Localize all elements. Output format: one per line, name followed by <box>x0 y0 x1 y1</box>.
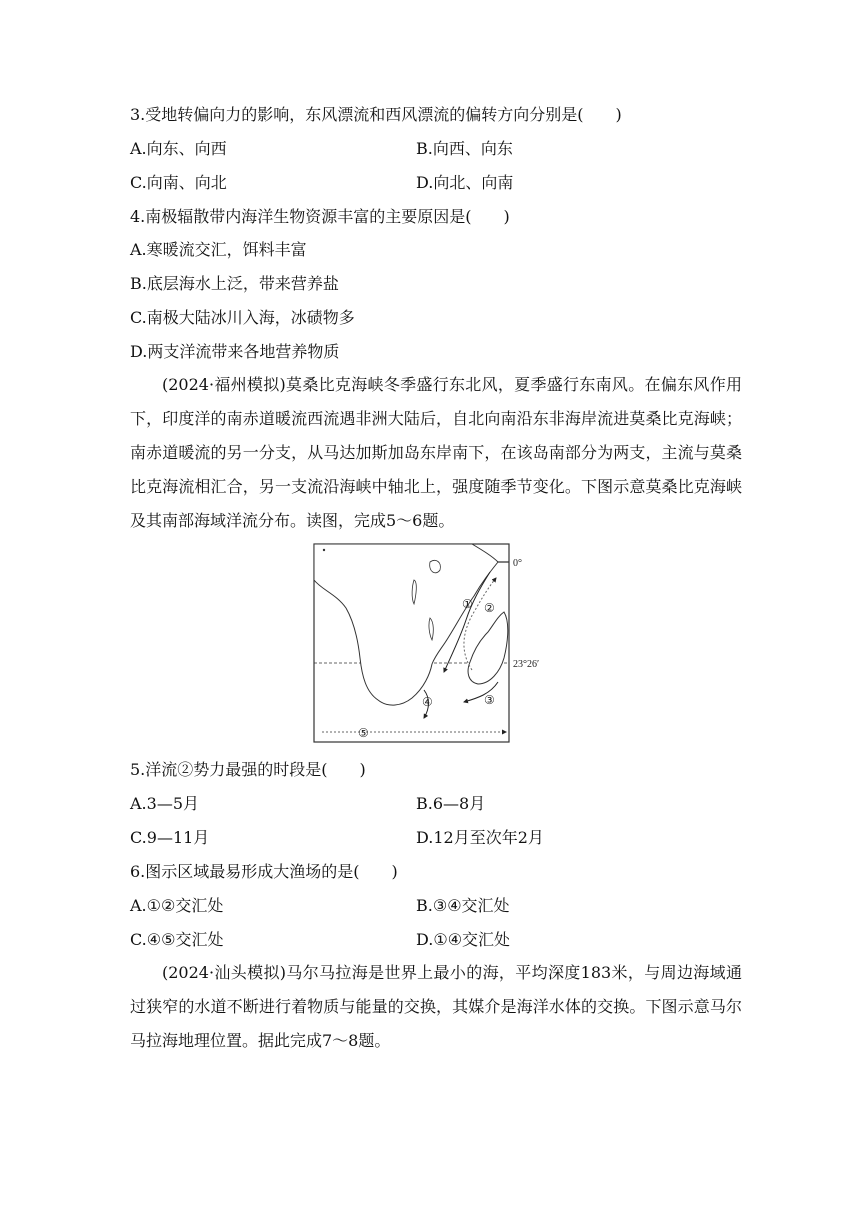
current-4-label: ④ <box>422 695 433 709</box>
question-5-stem: 5.洋流②势力最强的时段是( ) <box>130 760 366 779</box>
passage-mozambique: (2024·福州模拟)莫桑比克海峡冬季盛行东北风，夏季盛行东南风。在偏东风作用下，印度洋的南赤道暖流西流遇非洲大陆后，自北向南沿东非海岸流进莫桑比克海峡；南赤道暖流的另一分支，从马达加斯加岛东岸南下，在该岛南部分为两支，主流与莫桑比克海流相汇合，另一支流沿海峡中轴北上，强度随季节变化。下图示意莫桑比克海峡及其南部海域洋流分布。读图，完成5～6题。 <box>130 375 742 530</box>
question-3-option-a: A.向东、向西 <box>130 139 227 158</box>
question-3-option-c: C.向南、向北 <box>130 173 227 192</box>
question-4-option-c: C.南极大陆冰川入海，冰碛物多 <box>130 308 355 327</box>
current-1-label: ① <box>462 597 473 611</box>
question-6-option-a: A.①②交汇处 <box>130 896 224 915</box>
question-6-option-c: C.④⑤交汇处 <box>130 930 224 949</box>
question-4-stem: 4.南极辐散带内海洋生物资源丰富的主要原因是( ) <box>130 207 510 226</box>
current-3-label: ③ <box>484 693 495 707</box>
question-5-option-d: D.12月至次年2月 <box>416 828 544 847</box>
question-3-option-b: B.向西、向东 <box>416 139 513 158</box>
question-4-option-a: A.寒暖流交汇，饵料丰富 <box>130 240 307 259</box>
question-6-option-d: D.①④交汇处 <box>416 930 511 949</box>
question-3-option-d: D.向北、向南 <box>416 173 514 192</box>
question-4-option-d: D.两支洋流带来各地营养物质 <box>130 342 340 361</box>
question-5-option-b: B.6—8月 <box>416 794 486 813</box>
equator-label: 0° <box>513 558 522 569</box>
current-2-label: ② <box>484 601 495 615</box>
current-5-label: ⑤ <box>358 726 369 740</box>
question-6-stem: 6.图示区域最易形成大渔场的是( ) <box>130 862 398 881</box>
question-4-option-b: B.底层海水上泛，带来营养盐 <box>130 274 339 293</box>
question-6-option-b: B.③④交汇处 <box>416 896 510 915</box>
passage-marmara: (2024·汕头模拟)马尔马拉海是世界上最小的海，平均深度183米，与周边海域通过狭窄的水道不断进行着物质与能量的交换，其媒介是海洋水体的交换。下图示意马尔马拉海地理位置。据此完成7～8题。 <box>130 963 742 1050</box>
question-5-option-c: C.9—11月 <box>130 828 210 847</box>
lake-victoria <box>430 560 441 572</box>
question-3-stem: 3.受地转偏向力的影响，东风漂流和西风漂流的偏转方向分别是( ) <box>130 105 622 124</box>
tropic-label: 23°26′ <box>513 659 540 670</box>
question-5-option-a: A.3—5月 <box>130 794 200 813</box>
mozambique-channel-map <box>312 542 540 746</box>
